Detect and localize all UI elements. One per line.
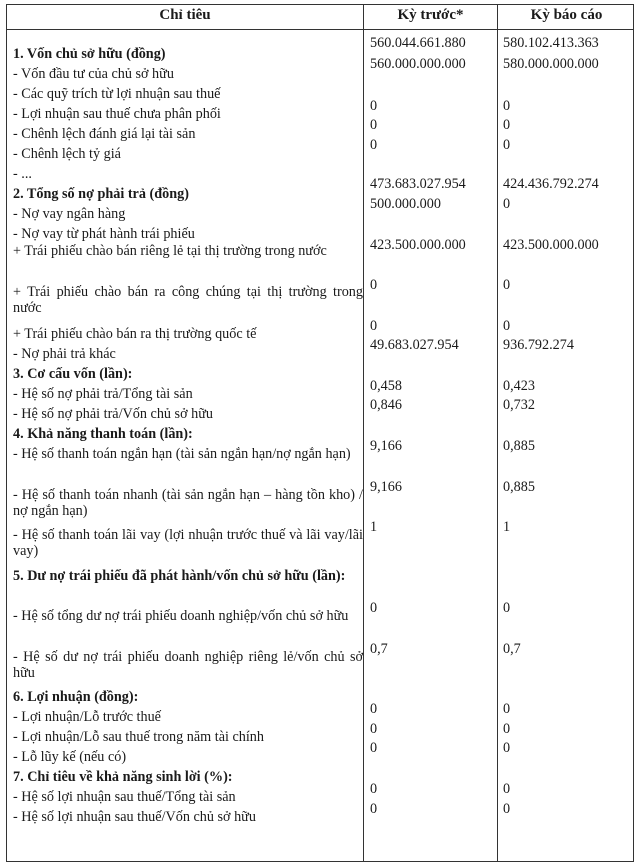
row-label: - Các quỹ trích từ lợi nhuận sau thuế [13,86,221,102]
value-previous: 9,166 [370,479,402,495]
row-label: - Lỗ lũy kế (nếu có) [13,749,127,765]
financial-indicators-table [6,4,634,862]
column-divider [497,5,498,861]
value-previous: 0 [370,277,378,293]
value-previous: 500.000.000 [370,196,441,212]
value-current: 0,7 [503,641,521,657]
row-label: - Nợ vay từ phát hành trái phiếu [13,226,195,242]
row-label: - Chênh lệch tỷ giá [13,146,121,162]
value-current: 0 [503,196,511,212]
section-title: 1. Vốn chủ sở hữu (đồng) [13,46,166,62]
header-reporting-period: Kỳ báo cáo [530,7,603,23]
value-current: 1 [503,519,511,535]
value-current: 0 [503,721,511,737]
value-previous: 0 [370,781,378,797]
value-current: 424.436.792.274 [503,176,599,192]
row-label: - Nợ phải trả khác [13,346,116,362]
value-previous: 0 [370,721,378,737]
section-title: 5. Dư nợ trái phiếu đã phát hành/vốn chủ sở hữu (lần): [13,568,346,584]
value-current: 0 [503,318,511,334]
value-current: 0 [503,740,511,756]
value-current: 0 [503,701,511,717]
value-previous: 0 [370,801,378,817]
row-label: + Trái phiếu chào bán ra thị trường quốc tế [13,326,257,342]
value-current: 0 [503,277,511,293]
value-previous: 560.000.000.000 [370,56,466,72]
value-current: 0 [503,781,511,797]
row-label: - Hệ số dư nợ trái phiếu doanh nghiệp riêng lẻ/vốn chủ sở hữu [13,649,363,681]
row-label: - Lợi nhuận sau thuế chưa phân phối [13,106,221,122]
row-label: - ... [13,166,32,182]
value-previous: 9,166 [370,438,402,454]
value-previous: 473.683.027.954 [370,176,466,192]
column-divider [363,5,364,861]
header-divider [7,29,633,30]
row-label: - Hệ số thanh toán ngắn hạn (tài sản ngắn hạn/nợ ngắn hạn) [13,446,351,462]
row-label: + Trái phiếu chào bán riêng lẻ tại thị trường trong nước [13,243,327,259]
value-previous: 0 [370,137,378,153]
row-label: - Hệ số nợ phải trả/Vốn chủ sở hữu [13,406,214,422]
section-title: 3. Cơ cấu vốn (lần): [13,366,133,382]
value-current: 423.500.000.000 [503,237,599,253]
value-current: 0 [503,801,511,817]
row-label: - Chênh lệch đánh giá lại tài sản [13,126,196,142]
section-title: 4. Khả năng thanh toán (lần): [13,426,193,442]
row-label: - Hệ số tổng dư nợ trái phiếu doanh nghiệp/vốn chủ sở hữu [13,608,349,624]
row-label: - Lợi nhuận/Lỗ sau thuế trong năm tài chính [13,729,264,745]
value-previous: 0 [370,600,378,616]
value-current: 580.000.000.000 [503,56,599,72]
value-current: 936.792.274 [503,337,574,353]
value-previous: 560.044.661.880 [370,35,466,51]
section-title: 6. Lợi nhuận (đồng): [13,689,139,705]
section-title: 7. Chỉ tiêu về khả năng sinh lời (%): [13,769,233,785]
value-current: 0 [503,98,511,114]
value-current: 0,885 [503,438,535,454]
row-label: - Hệ số thanh toán lãi vay (lợi nhuận trước thuế và lãi vay/lãi vay) [13,527,363,559]
row-label: - Nợ vay ngân hàng [13,206,126,222]
row-label: + Trái phiếu chào bán ra công chúng tại thị trường trong nước [13,284,363,316]
section-title: 2. Tổng số nợ phải trả (đồng) [13,186,189,202]
row-label: - Hệ số nợ phải trả/Tổng tài sản [13,386,193,402]
value-current: 0,885 [503,479,535,495]
row-label: - Hệ số lợi nhuận sau thuế/Vốn chủ sở hữu [13,809,256,825]
value-previous: 0 [370,117,378,133]
value-current: 0 [503,137,511,153]
value-previous: 49.683.027.954 [370,337,459,353]
value-previous: 423.500.000.000 [370,237,466,253]
header-previous-period: Kỳ trước* [397,7,464,23]
value-previous: 0 [370,98,378,114]
value-previous: 0,458 [370,378,402,394]
value-current: 0 [503,600,511,616]
value-current: 0 [503,117,511,133]
header-indicator: Chỉ tiêu [159,7,211,23]
value-previous: 0,7 [370,641,388,657]
value-previous: 0 [370,740,378,756]
row-label: - Lợi nhuận/Lỗ trước thuế [13,709,161,725]
value-current: 0,423 [503,378,535,394]
row-label: - Hệ số thanh toán nhanh (tài sản ngắn hạn – hàng tồn kho) / nợ ngắn hạn) [13,487,363,519]
value-previous: 0 [370,318,378,334]
value-current: 580.102.413.363 [503,35,599,51]
row-label: - Hệ số lợi nhuận sau thuế/Tổng tài sản [13,789,236,805]
value-previous: 0 [370,701,378,717]
row-label: - Vốn đầu tư của chủ sở hữu [13,66,174,82]
value-previous: 0,846 [370,397,402,413]
value-previous: 1 [370,519,378,535]
value-current: 0,732 [503,397,535,413]
